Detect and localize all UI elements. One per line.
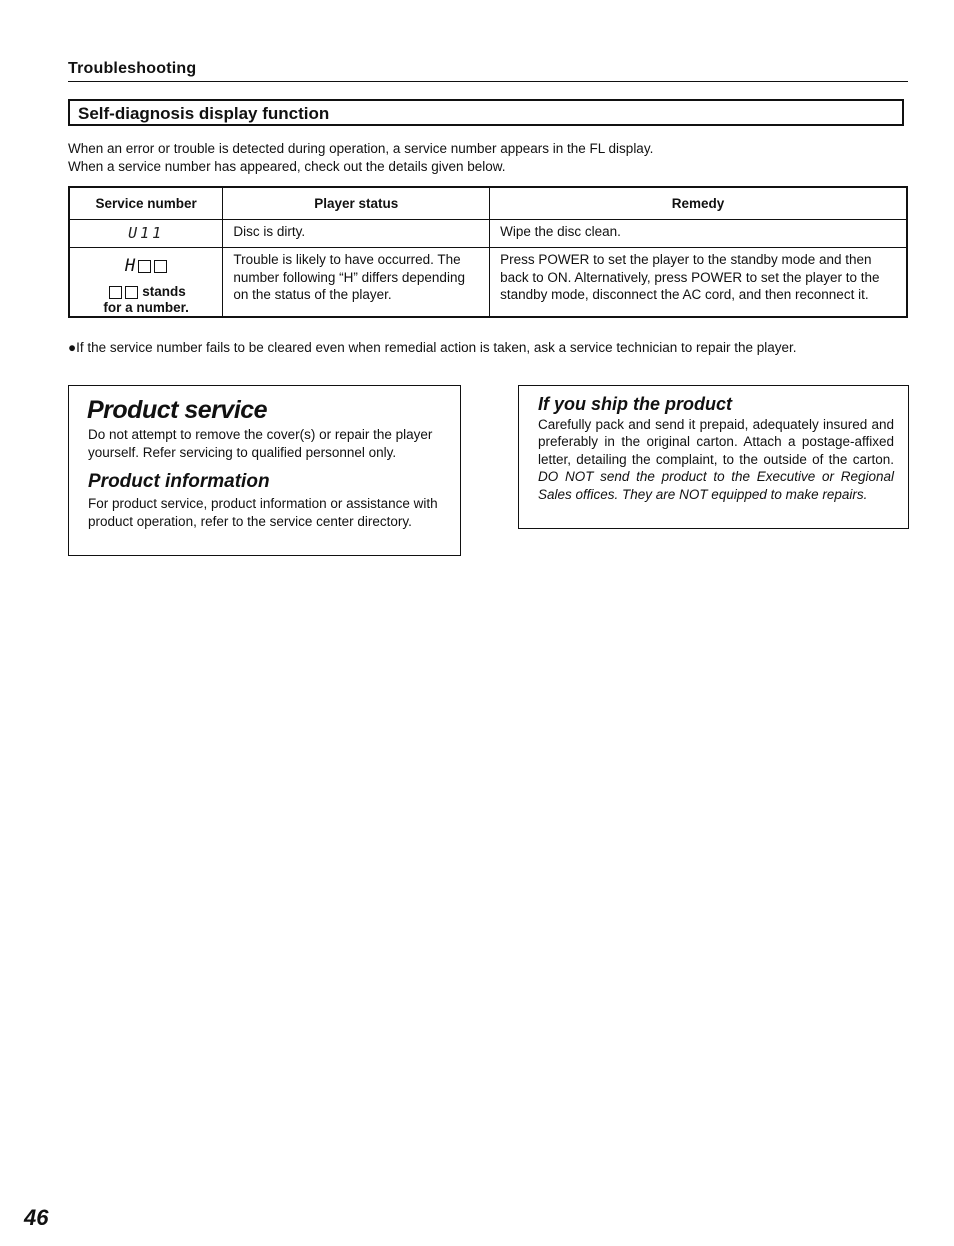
code-note-tail: for a number. <box>103 300 189 315</box>
digit-placeholder-icon <box>154 260 167 273</box>
page-number: 46 <box>24 1205 49 1230</box>
header-remedy: Remedy <box>490 187 907 220</box>
intro-text <box>68 140 908 176</box>
table-header-row <box>69 187 907 220</box>
digit-placeholder-icon <box>138 260 151 273</box>
digit-placeholder-icon <box>109 286 122 299</box>
status-text: Trouble is likely to have occurred. The number following “H” differs depending on the status of the player. <box>233 252 465 303</box>
header-player-status: Player status <box>223 187 490 220</box>
service-note: ●If the service number fails to be cleared even when remedial action is taken, ask a service technician to repair the player. <box>68 340 797 355</box>
ship-product-title: If you ship the product <box>538 394 732 414</box>
subsection-box <box>68 99 904 126</box>
status-cell <box>223 220 490 248</box>
intro-line-1: When an error or trouble is detected during operation, a service number appears in the FL display. <box>68 141 654 156</box>
table-row <box>69 248 907 318</box>
service-code-cell <box>69 220 223 248</box>
status-text: Disc is dirty. <box>233 224 306 239</box>
service-code-u11: U11 <box>128 224 165 242</box>
remedy-text: Press POWER to set the player to the standby mode and then back to ON. Alternatively, press POWER to set the player to the standby mode, disconnect the AC cord, and then reconnect it. <box>500 252 880 303</box>
header-rule <box>68 81 908 82</box>
code-note-word: stands <box>142 284 186 299</box>
product-service-box <box>68 385 461 556</box>
product-service-body: Do not attempt to remove the cover(s) or repair the player yourself. Refer servicing to qualified personnel only. <box>88 427 433 460</box>
code-prefix: H <box>125 256 136 276</box>
remedy-cell <box>490 248 907 318</box>
remedy-cell <box>490 220 907 248</box>
product-information-body: For product service, product information or assistance with product operation, refer to the service center directory. <box>88 496 438 529</box>
service-code-h <box>70 248 222 276</box>
product-information-title: Product information <box>88 471 270 492</box>
ship-product-box <box>518 385 909 529</box>
header-service-number: Service number <box>69 187 223 220</box>
status-cell <box>223 248 490 318</box>
code-note <box>70 284 222 299</box>
ship-product-body <box>538 416 894 503</box>
table-row <box>69 220 907 248</box>
service-code-cell <box>69 248 223 318</box>
remedy-text: Wipe the disc clean. <box>500 224 621 239</box>
digit-placeholder-icon <box>125 286 138 299</box>
service-number-table <box>68 186 908 318</box>
intro-line-2: When a service number has appeared, check out the details given below. <box>68 159 506 174</box>
ship-body-text: Carefully pack and send it prepaid, adequately insured and preferably in the original carton. Attach a postage-affixed letter, detailing the complaint, to the outside of the carton. <box>538 417 894 467</box>
ship-body-warning: DO NOT send the product to the Executive or Regional Sales offices. They are NOT equipped to make repairs. <box>538 469 894 502</box>
subsection-title: Self-diagnosis display function <box>78 104 330 123</box>
section-header: Troubleshooting <box>68 60 197 77</box>
product-service-title: Product service <box>87 396 268 424</box>
